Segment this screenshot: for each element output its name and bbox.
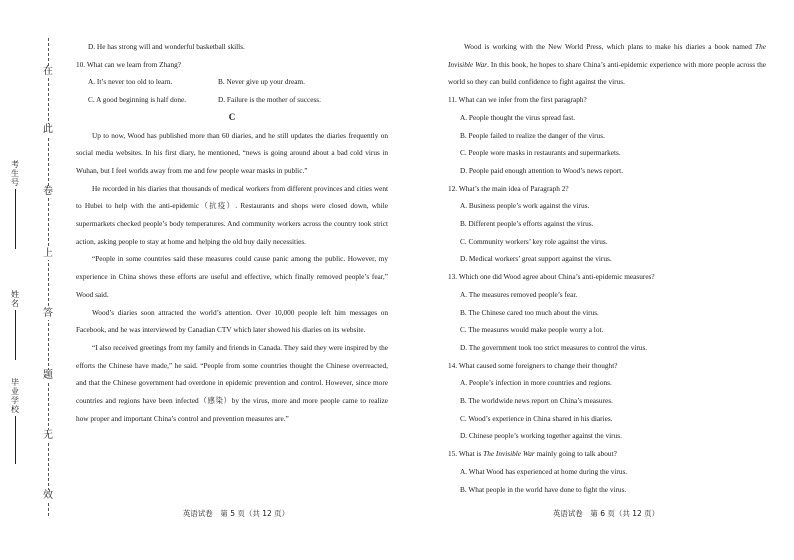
- paragraph-6-text-a: Wood is working with the New World Press, which plans to make his diaries a book named: [464, 42, 756, 51]
- q13-option-b: B. The Chinese cared too much about the virus.: [460, 307, 599, 317]
- q10-options-row-1: [76, 73, 388, 91]
- q14-stem: 14. What caused some foreigners to change their thought?: [448, 360, 618, 370]
- school-blank[interactable]: [15, 416, 16, 464]
- q13-stem: 13. Which one did Wood agree about China’s anti-epidemic measures?: [448, 272, 655, 282]
- page-6-footer: 英语试卷 第 6 页（共 12 页）: [552, 509, 660, 518]
- q12-stem: 12. What’s the main idea of Paragraph 2?: [448, 183, 569, 193]
- q15-stem-text-a: 15. What is: [448, 449, 484, 459]
- q13-option-d: D. The government took too strict measures to control the virus.: [460, 342, 648, 352]
- school-field: [4, 378, 26, 464]
- name-label: 姓名: [11, 290, 19, 308]
- q11-stem: 11. What can we infer from the first paragraph?: [448, 95, 587, 105]
- q11-option-b: B. People failed to realize the danger of the virus.: [460, 130, 605, 140]
- seal-char: 卷: [38, 186, 58, 198]
- q11-option-c: C. People wore masks in restaurants and supermarkets.: [460, 148, 621, 158]
- passage-paragraph-4: Wood’s diaries soon attracted the world’s attention. Over 10,000 people left him messages on Facebook, and he was interviewed by Canadian CTV which later showed his diaries on its website.: [76, 307, 388, 335]
- page-6-column: [448, 38, 766, 498]
- q10-option-c: C. A good beginning is half done.: [88, 95, 187, 105]
- seal-char: 题: [38, 370, 58, 382]
- page-5-footer: 英语试卷 第 5 页（共 12 页）: [182, 509, 290, 518]
- q10-option-d: D. Failure is the mother of success.: [218, 95, 321, 105]
- q15-option-b: B. What people in the world have done to fight the virus.: [460, 484, 627, 494]
- q14-option-b: B. The worldwide news report on China’s measures.: [460, 396, 613, 406]
- binding-margin: [0, 0, 58, 560]
- q15-stem: [448, 445, 766, 463]
- q15-stem-text-b: mainly going to talk about?: [534, 449, 617, 459]
- q10-stem: 10. What can we learn from Zhang?: [76, 59, 182, 69]
- passage-paragraph-1: Up to now, Wood has published more than 60 diaries, and he still updates the diaries frequently on social media websites. In his first diary, he mentioned, “news is going around about a bad cold virus in Wuhan, but I feel worlds away from me and few people wear masks in public.”: [76, 130, 388, 175]
- candidate-number-blank[interactable]: [15, 189, 16, 249]
- seal-char: 无: [38, 430, 58, 442]
- q12-option-c: C. Community workers’ key role against the virus.: [460, 236, 608, 246]
- q10-option-a: A. It’s never too old to learn.: [88, 77, 173, 87]
- q13-option-c: C. The measures would make people worry a lot.: [460, 325, 604, 335]
- book-title: The Invisible War: [448, 42, 766, 69]
- seal-char: 效: [38, 490, 58, 502]
- name-blank[interactable]: [15, 310, 16, 360]
- seal-char: 此: [38, 124, 58, 136]
- candidate-number-field: [4, 160, 26, 249]
- q10-option-b: B. Never give up your dream.: [218, 77, 305, 87]
- q14-option-a: A. People’s infection in more countries and regions.: [460, 378, 612, 388]
- paragraph-6-text-b: . In this book, he hopes to share China’s anti-epidemic experience with more people across the world so they can build confidence to fight against the virus.: [448, 59, 766, 87]
- q13-option-a: A. The measures removed people’s fear.: [460, 289, 578, 299]
- q11-option-a: A. People thought the virus spread fast.: [460, 112, 576, 122]
- q14-option-c: C. Wood’s experience in China shared in his diaries.: [460, 413, 613, 423]
- passage-paragraph-5: “I also received greetings from my family and friends in Canada. They said they were inspired by the efforts the Chinese have made,” he said. “People from some countries thought the Chinese overreacted, and that the Chinese government had overdone in epidemic prevention and control. However, since more countries and regions have been infected（感染）by the virus, more and more people came to realize how proper and important China’s control and prevention measures are.”: [76, 342, 388, 423]
- q15-book-title: The Invisible War: [483, 449, 535, 459]
- page-5-column: [76, 38, 388, 427]
- school-label: 毕业学校: [11, 378, 19, 414]
- seal-char: 在: [38, 66, 58, 78]
- seal-char: 上: [38, 248, 58, 260]
- q11-option-d: D. People paid enough attention to Wood’s news report.: [460, 165, 624, 175]
- q12-option-b: B. Different people’s efforts against the virus.: [460, 219, 594, 229]
- q10-options-row-2: [76, 91, 388, 109]
- q15-option-a: A. What Wood has experienced at home during the virus.: [460, 466, 628, 476]
- seal-dashed-line: [48, 38, 49, 516]
- q12-option-a: A. Business people’s work against the virus.: [460, 201, 590, 211]
- passage-paragraph-3: “People in some countries said these measures could cause panic among the public. However, my experience in China shows these efforts are useful and effective, which finally removed people’s fear,” Wood said.: [76, 254, 388, 299]
- q14-option-d: D. Chinese people’s working together against the virus.: [460, 431, 622, 441]
- seal-char: 答: [38, 308, 58, 320]
- q9-option-d: D. He has strong will and wonderful basketball skills.: [88, 42, 245, 51]
- q12-option-d: D. Medical workers’ great support against the virus.: [460, 254, 612, 264]
- name-field: [4, 290, 26, 360]
- candidate-number-label: 考生号: [11, 160, 19, 187]
- passage-paragraph-6: [448, 38, 766, 91]
- passage-paragraph-2: He recorded in his diaries that thousands of medical workers from different provinces and cities went to Hubei to help with the anti-epidemic（抗疫）. Restaurants and shops were closed down, while supermarkets checked people’s body temperatures. And community workers across the country took strict action, asking people to stay at home and helping the old buy daily necessities.: [76, 183, 388, 246]
- section-c-title: C: [228, 111, 236, 122]
